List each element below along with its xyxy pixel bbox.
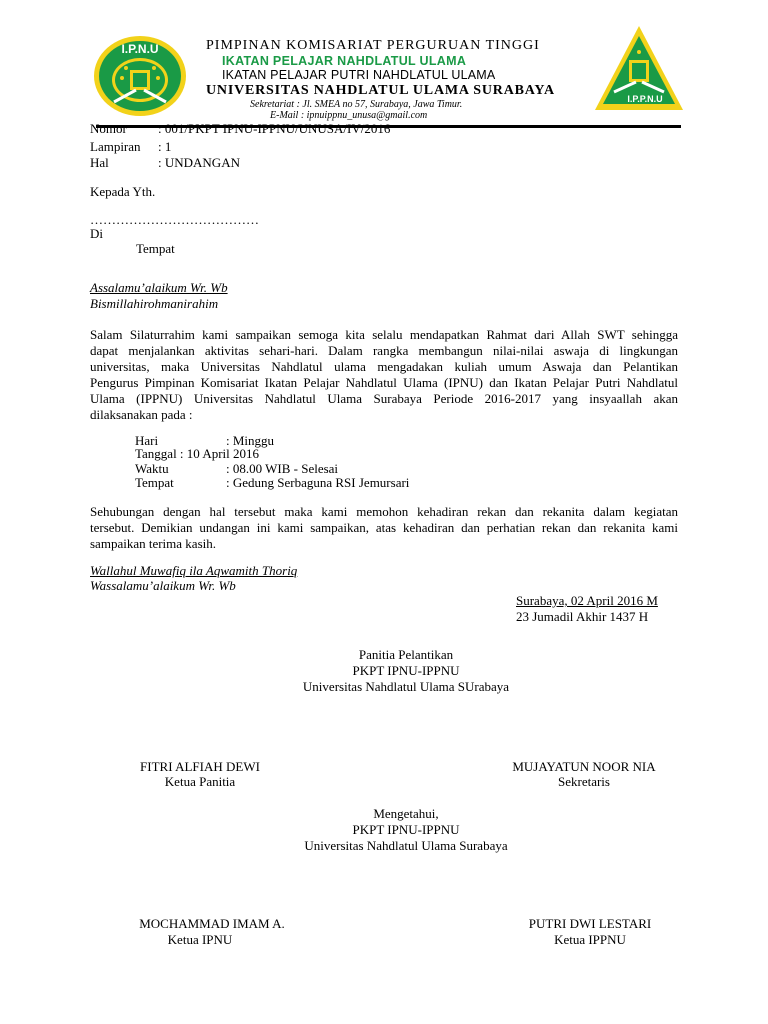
event-waktu-label: Waktu [135,461,169,476]
body-p2-line: sampaikan terima kasih. [90,536,216,551]
recipient-di: Di [90,226,103,241]
lampiran-value: : 1 [158,139,172,154]
letterhead-email: E-Mail : ipnuippnu_unusa@gmail.com [270,110,428,121]
body-p2-line: Sehubungan dengan hal tersebut maka kami memohon kehadiran rekan dan rekanita dalam kegiatan [90,504,678,519]
nomor-value: : 001/PKPT IPNU-IPPNU/UNUSA/IV/2016 [158,121,391,136]
event-waktu-value: : 08.00 WIB - Selesai [226,461,339,476]
signature-left-role: Ketua Panitia [164,774,236,789]
signature-right-name: MUJAYATUN NOOR NIA [512,759,656,774]
ippnu-logo [592,22,686,116]
letterhead-ipnu: IKATAN PELAJAR NAHDLATUL ULAMA [222,54,467,68]
greeting-basmalah: Bismillahirohmanirahim [90,296,219,311]
body-p2-line: tersebut. Demikian undangan ini kami sampaikan, atas kehadiran dan perhatian rekan dan rekanita kami [90,520,678,535]
letterhead-ippnu: IKATAN PELAJAR PUTRI NAHDLATUL ULAMA [222,68,496,82]
committee-line-3: Universitas Nahdlatul Ulama SUrabaya [302,679,510,694]
body-paragraph-2 [90,504,678,552]
body-p1-line: Salam Silaturrahim kami sampaikan semoga kita selalu mendapatkan Rahmat dari Allah SWT sehingga [90,327,678,342]
recipient-tempat: Tempat [136,241,175,256]
committee-line-1: Panitia Pelantikan [358,647,454,662]
body-p1-line: Pengurus Pimpinan Komisariat Ikatan Pelajar Nahdlatul Ulama (IPNU) dan Ikatan Pelajar Putri Nahdlatul [90,375,678,390]
closing-wassalam: Wassalamu’alaikum Wr. Wb [90,578,236,593]
approval-right-name: PUTRI DWI LESTARI [528,916,652,931]
event-tempat-label: Tempat [135,475,174,490]
approval-left-role: Ketua IPNU [167,932,233,947]
event-hari-label: Hari [135,433,159,448]
closing-wallahul: Wallahul Muwafiq ila Aqwamith Thoriq [90,563,298,578]
body-p1-line: universitas, maka Universitas Nahdlatul ulama mengadakan kuliah umum Aswaja dan Pelantikan [90,359,678,374]
recipient-kepada: Kepada Yth. [90,184,156,199]
ipnu-logo [92,28,188,124]
committee-line-2: PKPT IPNU-IPPNU [352,663,460,678]
approval-line-2: PKPT IPNU-IPPNU [352,822,460,837]
greeting-salam: Assalamu’alaikum Wr. Wb [90,280,228,295]
nomor-label: Nomor [90,121,127,136]
approval-right-role: Ketua IPPNU [554,932,626,947]
recipient-dots: ………………………………… [90,212,259,227]
approval-line-1: Mengetahui, [373,806,439,821]
letterhead-title: PIMPINAN KOMISARIAT PERGURUAN TINGGI [206,38,540,53]
event-tempat-value: : Gedung Serbaguna RSI Jemursari [226,475,410,490]
body-paragraph-1 [90,327,678,423]
body-p1-line: dilaksanakan pada : [90,407,193,422]
hal-value: : UNDANGAN [158,155,240,170]
closing-date-masehi: Surabaya, 02 April 2016 M [516,593,658,608]
body-p1-line: dapat menjalankan aktivitas sehari-hari. Dalam rangka membangun nilai-nilai aswaja di lingkungan [90,343,678,358]
event-hari-value: : Minggu [226,433,275,448]
approval-line-3: Universitas Nahdlatul Ulama Surabaya [304,838,508,853]
letterhead-address: Sekretariat : Jl. SMEA no 57, Surabaya, Jawa Timur. [250,99,463,110]
lampiran-label: Lampiran [90,139,141,154]
letterhead-university: UNIVERSITAS NAHDLATUL ULAMA SURABAYA [206,83,555,98]
closing-date-hijri: 23 Jumadil Akhir 1437 H [516,609,649,624]
ipnu-logo-text: I.P.N.U [121,42,159,56]
body-p1-line: Ulama (IPPNU) Universitas Nahdlatul Ulama Surabaya Periode 2016-2017 yang insyaallah akan [90,391,678,406]
event-tanggal: Tanggal : 10 April 2016 [135,446,260,461]
approval-left-name: MOCHAMMAD IMAM A. [139,916,285,931]
signature-left-name: FITRI ALFIAH DEWI [140,759,260,774]
hal-label: Hal [90,155,109,170]
ippnu-logo-text: I.P.P.N.U [627,94,663,104]
signature-right-role: Sekretaris [558,774,610,789]
